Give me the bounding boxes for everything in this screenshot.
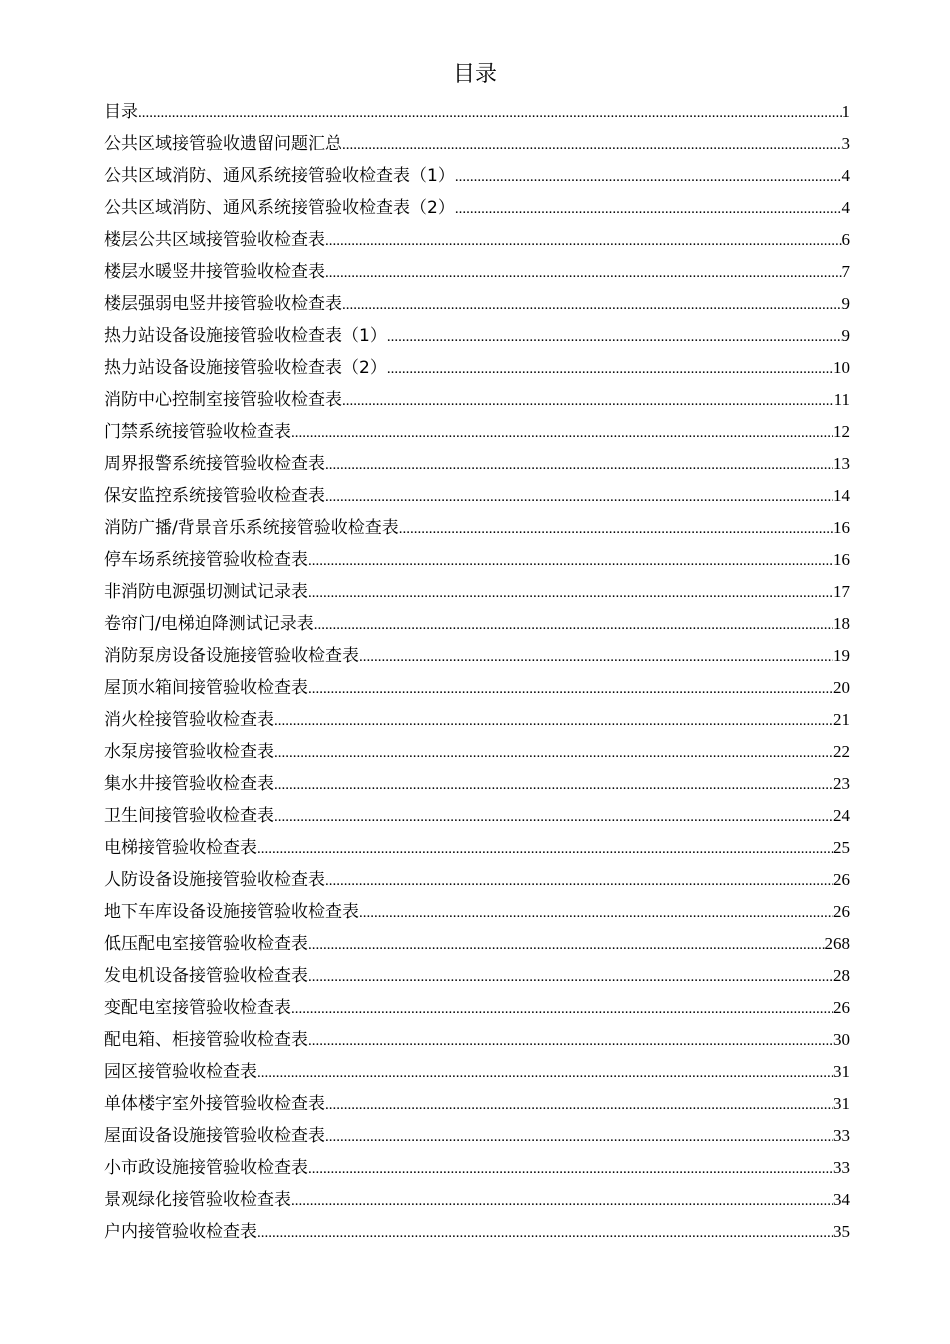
toc-entry[interactable] <box>104 800 850 832</box>
toc-entry[interactable] <box>104 640 850 672</box>
toc-entry[interactable] <box>104 1184 850 1216</box>
toc-entry[interactable] <box>104 864 850 896</box>
toc-dot-leader <box>325 865 833 897</box>
toc-entry-page-number: 268 <box>824 934 850 953</box>
toc-entry-page-number: 17 <box>833 582 850 601</box>
toc-entry-page-number: 24 <box>833 806 850 825</box>
toc-entry-label: 门禁系统接管验收检查表 <box>104 422 291 442</box>
toc-entry[interactable] <box>104 288 850 320</box>
toc-entry-page-number: 4 <box>841 166 850 185</box>
toc-entry-label: 楼层公共区域接管验收检查表 <box>104 230 325 250</box>
toc-dot-leader <box>342 289 842 321</box>
toc-entry[interactable] <box>104 192 850 224</box>
toc-entry[interactable] <box>104 832 850 864</box>
toc-entry[interactable] <box>104 576 850 608</box>
toc-dot-leader <box>308 1025 833 1057</box>
toc-entry-page-number: 7 <box>841 262 850 281</box>
toc-entry[interactable] <box>104 672 850 704</box>
toc-dot-leader <box>308 673 833 705</box>
toc-entry-page-number: 31 <box>833 1094 850 1113</box>
toc-entry-label: 配电箱、柜接管验收检查表 <box>104 1030 308 1050</box>
toc-dot-leader <box>325 225 842 257</box>
toc-entry[interactable] <box>104 896 850 928</box>
toc-entry-label: 周界报警系统接管验收检查表 <box>104 454 325 474</box>
toc-entry[interactable] <box>104 352 850 384</box>
toc-entry[interactable] <box>104 1088 850 1120</box>
toc-entry-page-number: 35 <box>833 1222 850 1241</box>
toc-entry-page-number: 3 <box>841 134 850 153</box>
toc-entry-label: 楼层水暖竖井接管验收检查表 <box>104 262 325 282</box>
toc-entry-page-number: 28 <box>833 966 850 985</box>
toc-entry[interactable] <box>104 1056 850 1088</box>
toc-entry[interactable] <box>104 128 850 160</box>
toc-dot-leader <box>291 993 833 1025</box>
toc-dot-leader <box>138 97 842 129</box>
toc-entry[interactable] <box>104 544 850 576</box>
toc-entry-page-number: 1 <box>841 102 850 121</box>
page-title: 目录 <box>452 62 497 87</box>
toc-entry-label: 小市政设施接管验收检查表 <box>104 1158 308 1178</box>
toc-entry-label: 电梯接管验收检查表 <box>104 838 257 858</box>
toc-entry-page-number: 26 <box>833 902 850 921</box>
toc-entry-label: 低压配电室接管验收检查表 <box>104 934 308 954</box>
toc-entry-page-number: 10 <box>833 358 850 377</box>
toc-entry-page-number: 19 <box>833 646 850 665</box>
toc-entry[interactable] <box>104 416 850 448</box>
toc-entry[interactable] <box>104 96 850 128</box>
toc-entry-page-number: 22 <box>833 742 850 761</box>
toc-entry-page-number: 18 <box>833 614 850 633</box>
toc-entry-page-number: 25 <box>833 838 850 857</box>
toc-dot-leader <box>342 129 842 161</box>
toc-dot-leader <box>455 193 842 225</box>
toc-entry-label: 卷帘门/电梯迫降测试记录表 <box>104 614 314 634</box>
toc-entry-page-number: 26 <box>833 998 850 1017</box>
table-of-contents <box>104 96 850 1248</box>
toc-dot-leader <box>325 449 833 481</box>
toc-entry-label: 非消防电源强切测试记录表 <box>104 582 308 602</box>
toc-entry-label: 消防泵房设备设施接管验收检查表 <box>104 646 359 666</box>
toc-entry[interactable] <box>104 320 850 352</box>
toc-entry-page-number: 14 <box>833 486 850 505</box>
toc-entry-label: 停车场系统接管验收检查表 <box>104 550 308 570</box>
toc-entry-label: 消火栓接管验收检查表 <box>104 710 274 730</box>
toc-entry-page-number: 4 <box>841 198 850 217</box>
toc-dot-leader <box>308 545 833 577</box>
toc-dot-leader <box>274 705 833 737</box>
toc-entry-page-number: 26 <box>833 870 850 889</box>
toc-entry[interactable] <box>104 960 850 992</box>
toc-entry-page-number: 31 <box>833 1062 850 1081</box>
toc-entry-page-number: 9 <box>841 294 850 313</box>
toc-dot-leader <box>342 385 834 417</box>
toc-entry-page-number: 33 <box>833 1126 850 1145</box>
toc-entry-label: 发电机设备接管验收检查表 <box>104 966 308 986</box>
toc-dot-leader <box>308 1153 833 1185</box>
toc-dot-leader <box>325 1121 833 1153</box>
toc-entry-page-number: 6 <box>841 230 850 249</box>
toc-entry-label: 热力站设备设施接管验收检查表（1） <box>104 326 387 346</box>
toc-entry[interactable] <box>104 512 850 544</box>
toc-entry[interactable] <box>104 224 850 256</box>
toc-entry-label: 消防广播/背景音乐系统接管验收检查表 <box>104 518 399 538</box>
toc-dot-leader <box>387 321 842 353</box>
toc-entry-page-number: 9 <box>841 326 850 345</box>
toc-dot-leader <box>325 1089 833 1121</box>
toc-entry-label: 消防中心控制室接管验收检查表 <box>104 390 342 410</box>
toc-entry[interactable] <box>104 704 850 736</box>
toc-dot-leader <box>308 577 833 609</box>
toc-entry-label: 热力站设备设施接管验收检查表（2） <box>104 358 387 378</box>
toc-entry-page-number: 13 <box>833 454 850 473</box>
toc-entry-page-number: 30 <box>833 1030 850 1049</box>
toc-entry-label: 人防设备设施接管验收检查表 <box>104 870 325 890</box>
toc-dot-leader <box>308 929 825 961</box>
toc-dot-leader <box>274 737 833 769</box>
toc-entry-label: 楼层强弱电竖井接管验收检查表 <box>104 294 342 314</box>
toc-entry[interactable] <box>104 608 850 640</box>
toc-dot-leader <box>308 961 833 993</box>
toc-entry[interactable] <box>104 1024 850 1056</box>
toc-entry[interactable] <box>104 384 850 416</box>
toc-entry-label: 集水井接管验收检查表 <box>104 774 274 794</box>
toc-entry[interactable] <box>104 928 850 960</box>
toc-entry-label: 水泵房接管验收检查表 <box>104 742 274 762</box>
toc-entry[interactable] <box>104 736 850 768</box>
toc-entry-page-number: 16 <box>833 518 850 537</box>
toc-dot-leader <box>359 897 833 929</box>
toc-entry-page-number: 12 <box>833 422 850 441</box>
toc-dot-leader <box>359 641 833 673</box>
toc-entry-label: 屋面设备设施接管验收检查表 <box>104 1126 325 1146</box>
toc-entry-label: 单体楼宇室外接管验收检查表 <box>104 1094 325 1114</box>
toc-dot-leader <box>274 769 833 801</box>
toc-entry[interactable] <box>104 1216 850 1248</box>
toc-entry-label: 公共区域消防、通风系统接管验收检查表（2） <box>104 198 455 218</box>
toc-entry-label: 目录 <box>104 102 138 122</box>
toc-dot-leader <box>325 481 833 513</box>
toc-entry-label: 卫生间接管验收检查表 <box>104 806 274 826</box>
toc-entry-label: 户内接管验收检查表 <box>104 1222 257 1242</box>
toc-dot-leader <box>314 609 833 641</box>
toc-dot-leader <box>257 1217 833 1249</box>
toc-dot-leader <box>455 161 842 193</box>
toc-entry[interactable] <box>104 480 850 512</box>
toc-entry-page-number: 16 <box>833 550 850 569</box>
toc-entry-page-number: 33 <box>833 1158 850 1177</box>
toc-entry[interactable] <box>104 1152 850 1184</box>
toc-entry[interactable] <box>104 992 850 1024</box>
toc-entry-label: 屋顶水箱间接管验收检查表 <box>104 678 308 698</box>
toc-entry-page-number: 34 <box>833 1190 850 1209</box>
toc-entry[interactable] <box>104 768 850 800</box>
toc-entry[interactable] <box>104 1120 850 1152</box>
toc-dot-leader <box>291 417 833 449</box>
toc-dot-leader <box>257 1057 833 1089</box>
toc-entry[interactable] <box>104 448 850 480</box>
toc-dot-leader <box>257 833 833 865</box>
toc-dot-leader <box>325 257 842 289</box>
toc-dot-leader <box>399 513 833 545</box>
toc-entry-label: 公共区域接管验收遗留问题汇总 <box>104 134 342 154</box>
toc-entry-label: 景观绿化接管验收检查表 <box>104 1190 291 1210</box>
toc-entry-label: 公共区域消防、通风系统接管验收检查表（1） <box>104 166 455 186</box>
toc-entry[interactable] <box>104 160 850 192</box>
toc-entry-label: 保安监控系统接管验收检查表 <box>104 486 325 506</box>
toc-dot-leader <box>274 801 833 833</box>
toc-entry-label: 园区接管验收检查表 <box>104 1062 257 1082</box>
toc-dot-leader <box>387 353 833 385</box>
toc-entry-page-number: 11 <box>833 390 850 409</box>
toc-entry-label: 变配电室接管验收检查表 <box>104 998 291 1018</box>
toc-entry-page-number: 21 <box>833 710 850 729</box>
toc-dot-leader <box>291 1185 833 1217</box>
toc-entry-label: 地下车库设备设施接管验收检查表 <box>104 902 359 922</box>
toc-entry-page-number: 23 <box>833 774 850 793</box>
toc-entry[interactable] <box>104 256 850 288</box>
toc-entry-page-number: 20 <box>833 678 850 697</box>
